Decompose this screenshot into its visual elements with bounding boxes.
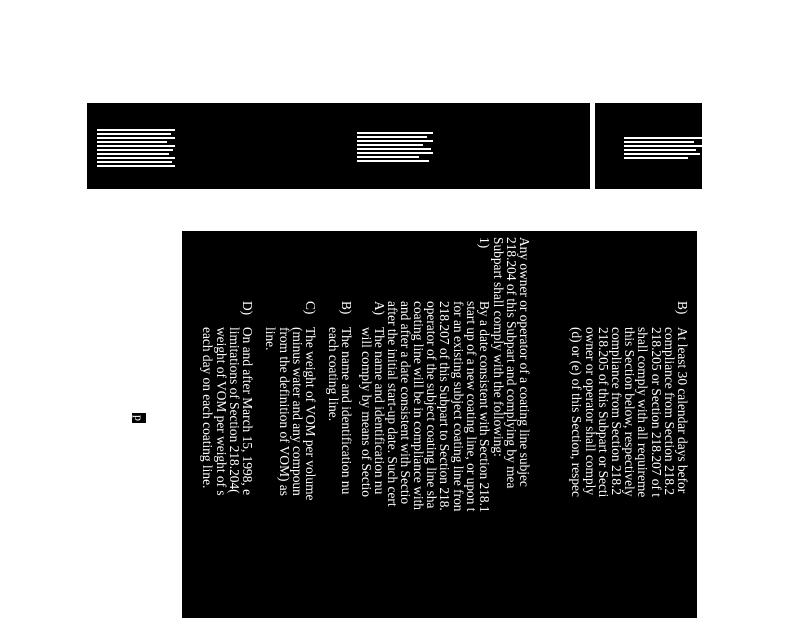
item-d-marker: D) [240,301,255,316]
item-line: The name and identification nu [339,327,354,495]
item-line: each coating line. [325,327,341,422]
para-b-text [570,327,689,497]
para-b-line: compliance from Section 218.2 [608,327,624,496]
item-line: from the definition of VOM) as [276,327,292,496]
item-c-text [264,327,317,500]
body-line: coating line will be in compliance with [410,301,426,510]
para-b-line: compliance from Section 218.2 [661,327,677,496]
body-line: start up of a new coating line, or upon t [463,301,479,512]
scanned-page [182,231,697,618]
item-line: On and after March 15, 1998, e [240,327,255,496]
item-line: limitations of Section 218.204( [226,327,242,494]
para-b-marker: B) [675,301,690,315]
body-line: operator of the subject coating line sha [424,301,440,509]
body-line: for an existing subject coating line fron [450,301,466,512]
item-a-text [360,327,386,497]
page-text [182,231,697,618]
para-b-line: this Section below, respectively [622,327,638,497]
para-b-line: owner or operator shall comply [582,327,598,496]
para-b-line: At least 30 calendar days befor [675,327,690,494]
para-1-marker: 1) [477,237,492,249]
intro-paragraph [491,237,531,488]
item-b-marker: B) [339,301,354,315]
header-smear-right [624,137,702,161]
item-line: (minus water and any compoun [289,327,305,496]
para-b-line: shall comply with all requireme [635,327,651,498]
header-gap [590,103,595,189]
intro-line: Subpart shall comply with the following: [490,237,506,457]
item-line: weight of VOM per weight of s [213,327,229,496]
item-b-text [327,327,353,494]
item-line: The name and identification nu [372,327,387,495]
item-a-marker: A) [372,301,387,316]
item-line: will comply by means of Sectio [358,327,374,497]
header-smear-center [357,132,433,164]
item-c-marker: C) [303,301,318,315]
body-line: By a date consistent with Section 218.1 [477,301,492,513]
item-line: each day on each coating line. [200,327,216,489]
page-marker: p [132,415,146,421]
item-line: The weight of VOM per volume [303,327,318,501]
body-line: 218.207 of this Subpart to Section 218. [437,301,453,511]
scanned-header-band [87,103,702,189]
body-line: after the initial start-up date. Such cert [384,301,400,507]
para-b-line: (d) or (e) of this Section, respec [569,327,585,497]
para-b-line: 218.205 of this Subpart or Secti [595,327,611,498]
intro-line: Any owner or operator of a coating line subjec [517,237,532,487]
item-line: line. [263,327,279,351]
body-paragraph [385,301,491,513]
intro-line: 218.204 of this Subpart and complying by mea [503,237,519,489]
body-line: and after a date consistent with Sectio [397,301,413,505]
item-d-text [201,327,254,496]
header-smear-left [97,129,175,169]
para-b-line: 218.205 or Section 218.207 of t [648,327,664,497]
